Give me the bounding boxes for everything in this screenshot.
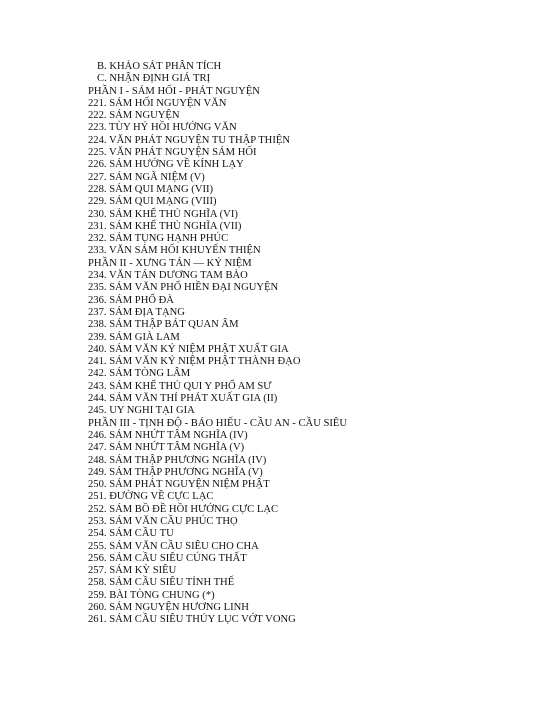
toc-entry: 227. SÁM NGÃ NIỆM (V) [88, 171, 205, 183]
toc-entry: 259. BÀI TÒNG CHUNG (*) [88, 589, 215, 601]
toc-entry: 254. SÁM CẦU TU [88, 528, 174, 540]
toc-entry: 253. SÁM VĂN CẦU PHÚC THỌ [88, 515, 238, 527]
toc-entry: 234. VĂN TÁN DƯƠNG TAM BẢO [88, 270, 248, 282]
toc-entry: 229. SÁM QUI MẠNG (VIII) [88, 196, 217, 208]
toc-entry: 256. SÁM CẦU SIÊU CÚNG THẤT [88, 552, 247, 564]
toc-entry: 235. SÁM VĂN PHỔ HIỀN ĐẠI NGUYỆN [88, 282, 279, 294]
toc-entry: 247. SÁM NHỨT TÂM NGHĨA (V) [88, 442, 245, 454]
toc-entry: 261. SÁM CẦU SIÊU THỦY LỤC VỚT VONG [88, 614, 296, 626]
toc-entry: 238. SÁM THẬP BÁT QUAN ÂM [88, 319, 239, 331]
toc-entry: 223. TÙY HỶ HỒI HƯỚNG VĂN [88, 122, 237, 134]
toc-entry: 248. SÁM THẬP PHƯƠNG NGHĨA (IV) [88, 454, 267, 466]
toc-entry: 222. SÁM NGUYỆN [88, 110, 180, 122]
toc-entry: PHẦN III - TỊNH ĐỘ - BÁO HIẾU - CẦU AN - CẦU SIÊU [88, 417, 348, 429]
toc-entry: 228. SÁM QUI MẠNG (VII) [88, 183, 214, 195]
toc-entry: 236. SÁM PHỔ ĐÀ [88, 294, 174, 306]
toc-entry: 231. SÁM KHỂ THỦ NGHĨA (VII) [88, 220, 242, 232]
toc-entry: 252. SÁM BỒ ĐỀ HỒI HƯỚNG CỰC LẠC [88, 503, 279, 515]
toc-entry: 249. SÁM THẬP PHƯƠNG NGHĨA (V) [88, 466, 263, 478]
toc-entry: 232. SÁM TỤNG HẠNH PHÚC [88, 233, 229, 245]
toc-entry: 233. VĂN SÁM HỐI KHUYẾN THIỆN [88, 245, 261, 257]
toc-entry: 221. SÁM HỐI NGUYỆN VĂN [88, 97, 227, 109]
toc-entry: PHẦN I - SÁM HỐI - PHÁT NGUYỆN [88, 85, 260, 97]
toc-entry: 246. SÁM NHỨT TÂM NGHĨA (IV) [88, 429, 248, 441]
toc-entry: 230. SÁM KHỂ THỦ NGHĨA (VI) [88, 208, 238, 220]
toc-entry: 245. UY NGHI TẠI GIA [88, 405, 195, 417]
toc-entry: 250. SÁM PHÁT NGUYỆN NIỆM PHẬT [88, 479, 270, 491]
toc-entry: 240. SÁM VĂN KỶ NIỆM PHẬT XUẤT GIA [88, 343, 289, 355]
toc-entry: 260. SÁM NGUYỆN HƯƠNG LINH [88, 602, 249, 614]
toc-entry: 242. SÁM TÒNG LÂM [88, 368, 191, 380]
toc-entry: 225. VĂN PHÁT NGUYỆN SÁM HỐI [88, 147, 257, 159]
toc-entry: 251. ĐƯỜNG VỀ CỰC LẠC [88, 491, 214, 503]
toc-entry: 224. VĂN PHÁT NGUYỆN TU THẬP THIỆN [88, 134, 290, 146]
toc-entry: C. NHẬN ĐỊNH GIÁ TRỊ [97, 73, 211, 85]
toc-entry: 257. SÁM KỲ SIÊU [88, 565, 177, 577]
toc-entry: 239. SÁM GIÀ LAM [88, 331, 180, 343]
toc-entry: B. KHẢO SÁT PHÂN TÍCH [97, 61, 222, 72]
toc-entry: 241. SÁM VĂN KỶ NIỆM PHẬT THÀNH ĐẠO [88, 356, 301, 368]
toc-entry: 258. SÁM CẦU SIÊU TỈNH THẾ [88, 577, 235, 589]
toc-entry: 226. SÁM HƯỚNG VỀ KÍNH LẠY [88, 159, 244, 171]
toc-entry: PHẦN II - XƯNG TÁN — KỶ NIỆM [88, 257, 252, 269]
toc-entry: 243. SÁM KHỂ THỦ QUI Y PHỔ AM SƯ [88, 380, 272, 392]
toc-entry: 255. SÁM VĂN CẦU SIÊU CHO CHA [88, 540, 259, 552]
table-of-contents [88, 61, 347, 627]
toc-entry: 244. SÁM VĂN THÍ PHÁT XUẤT GIA (II) [88, 393, 278, 405]
toc-entry: 237. SÁM ĐỊA TẠNG [88, 306, 185, 318]
